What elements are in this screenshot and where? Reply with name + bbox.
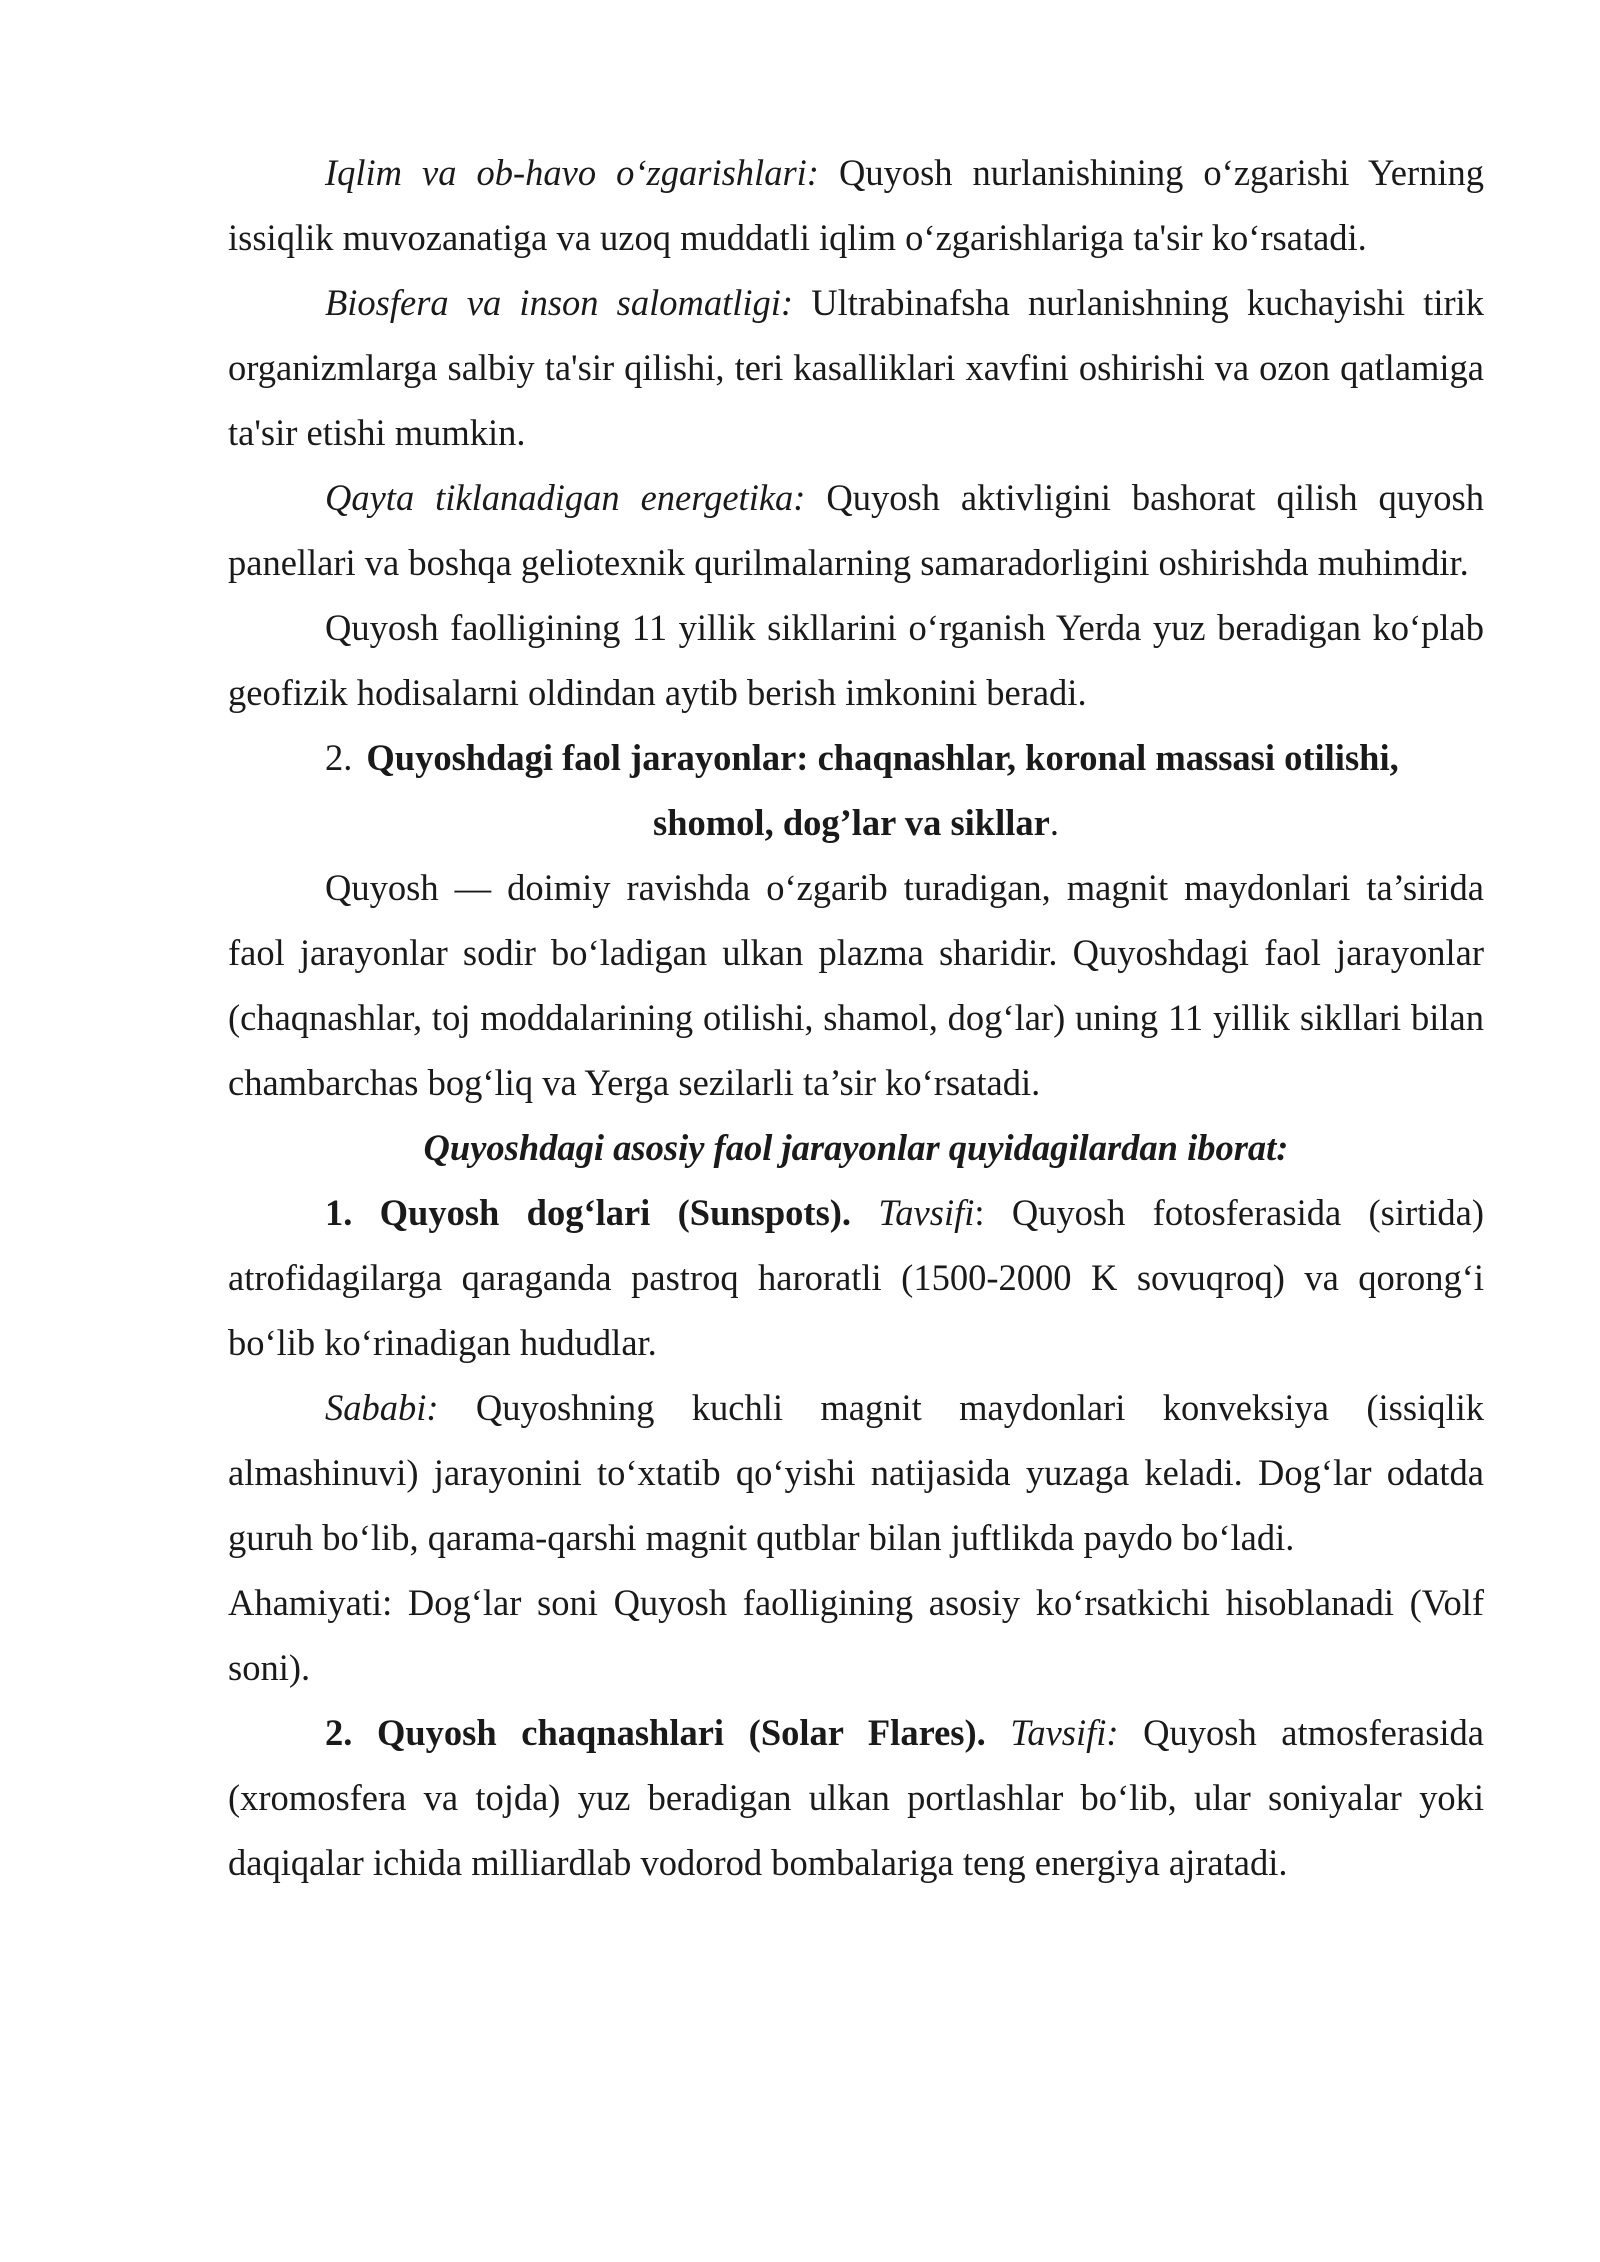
section-title-line2-wrap bbox=[325, 790, 1484, 855]
section-title-trail: . bbox=[1049, 802, 1059, 843]
section-heading bbox=[228, 725, 1484, 855]
paragraph-label: Biosfera va inson salomatligi: bbox=[325, 282, 794, 323]
paragraph-flares bbox=[228, 1700, 1484, 1895]
paragraph-sun-intro bbox=[228, 855, 1484, 1115]
paragraph-text: : Quyosh fotosferasida (sirtida) atrofidagilarga qaraganda pastroq haroratli (1500-2000 K sovuqroq) va qorong‘i bo‘lib ko‘rinadigan hududlar. bbox=[228, 1192, 1484, 1363]
paragraph-label: Qayta tiklanadigan energetika: bbox=[325, 477, 806, 518]
paragraph-sunspots bbox=[228, 1180, 1484, 1375]
paragraph-label: Tavsifi: bbox=[1010, 1712, 1119, 1753]
paragraph-label: Iqlim va ob-havo o‘zgarishlari: bbox=[325, 152, 819, 193]
paragraph-text: Ahamiyati: Dog‘lar soni Quyosh faolligining asosiy ko‘rsatkichi hisoblanadi (Volf soni). bbox=[228, 1582, 1484, 1688]
document-page bbox=[228, 140, 1484, 1895]
paragraph-text: Ultrabinafsha nurlanishning kuchayishi tirik organizmlarga salbiy ta'sir qilishi, teri kasalliklari xavfini oshirishi va ozon qatlamiga ta'sir etishi mumkin. bbox=[228, 282, 1485, 453]
paragraph-text: Quyosh aktivligini bashorat qilish quyosh panellari va boshqa geliotexnik qurilmalarning samaradorligini oshirishda muhimdir. bbox=[228, 477, 1484, 583]
section-number: 2. bbox=[325, 737, 353, 778]
item-title: 1. Quyosh dog‘lari (Sunspots). bbox=[325, 1192, 852, 1233]
paragraph-text: Quyoshning kuchli magnit maydonlari konveksiya (issiqlik almashinuvi) jarayonini to‘xtatib qo‘yishi natijasida yuzaga keladi. Dog‘lar odatda guruh bo‘lib, qarama-qarshi magnit qutblar bilan juftlikda paydo bo‘ladi. bbox=[228, 1387, 1484, 1558]
paragraph-text: Quyosh — doimiy ravishda o‘zgarib turadigan, magnit maydonlari ta’sirida faol jarayonlar sodir bo‘ladigan ulkan plazma sharidir. Quyoshdagi faol jarayonlar (chaqnashlar, toj moddalarining otilishi, shamol, dog‘lar) uning 11 yillik sikllari bilan chambarchas bog‘liq va Yerga sezilarli ta’sir ko‘rsatadi. bbox=[228, 867, 1484, 1103]
section-title-line1: Quyoshdagi faol jarayonlar: chaqnashlar, koronal massasi otilishi, bbox=[366, 737, 1399, 778]
item-title: 2. Quyosh chaqnashlari (Solar Flares). bbox=[325, 1712, 986, 1753]
paragraph-energy bbox=[228, 465, 1484, 595]
section-title-line2: shomol, dog’lar va sikllar bbox=[653, 802, 1050, 843]
paragraph-importance bbox=[228, 1570, 1484, 1700]
paragraph-cause bbox=[228, 1375, 1484, 1570]
subheading: Quyoshdagi asosiy faol jarayonlar quyidagilardan iborat: bbox=[423, 1127, 1289, 1168]
paragraph-biosphere bbox=[228, 270, 1484, 465]
paragraph-text: Quyosh faolligining 11 yillik sikllarini o‘rganish Yerda yuz beradigan ko‘plab geofizik hodisalarni oldindan aytib berish imkonini beradi. bbox=[228, 607, 1484, 713]
paragraph-label: Sababi: bbox=[325, 1387, 439, 1428]
paragraph-cycles bbox=[228, 595, 1484, 725]
paragraph-text: Quyosh atmosferasida (xromosfera va tojda) yuz beradigan ulkan portlashlar bo‘lib, ular soniyalar yoki daqiqalar ichida milliardlab vodorod bombalariga teng energiya ajratadi. bbox=[228, 1712, 1485, 1883]
paragraph-climate bbox=[228, 140, 1484, 270]
paragraph-text: Quyosh nurlanishining o‘zgarishi Yerning issiqlik muvozanatiga va uzoq muddatli iqlim o‘zgarishlariga ta'sir ko‘rsatadi. bbox=[228, 152, 1484, 258]
paragraph-label: Tavsifi bbox=[878, 1192, 975, 1233]
